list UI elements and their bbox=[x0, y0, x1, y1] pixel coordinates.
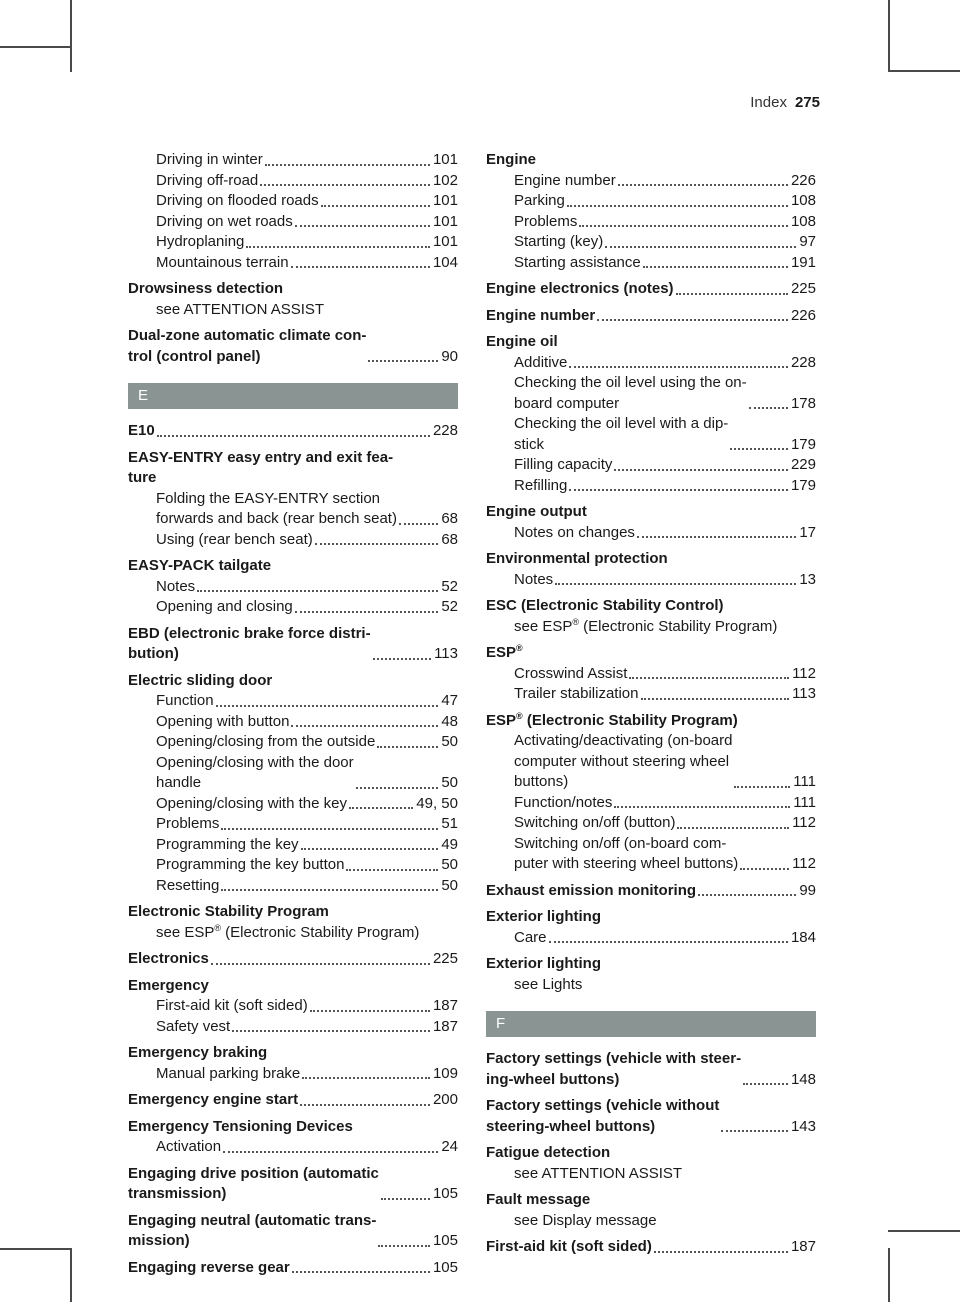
entry-page-number[interactable]: 225 bbox=[790, 280, 816, 297]
index-entry bbox=[128, 421, 458, 442]
dot-leader bbox=[749, 407, 788, 409]
entry-label: Problems bbox=[156, 815, 220, 832]
dot-leader bbox=[295, 225, 430, 227]
dot-leader bbox=[291, 266, 430, 268]
dot-leader bbox=[300, 1104, 430, 1106]
dot-leader bbox=[377, 746, 438, 748]
entry-page-number[interactable]: 90 bbox=[441, 347, 458, 365]
index-subentry bbox=[128, 509, 458, 530]
entry-label: Engine oil bbox=[486, 333, 558, 350]
entry-label: Engaging drive position (automatic transmission) bbox=[128, 1164, 379, 1202]
entry-page-number[interactable]: 52 bbox=[441, 598, 458, 615]
entry-label: Programming the key bbox=[156, 835, 299, 853]
entry-page-number[interactable]: 228 bbox=[432, 422, 458, 439]
entry-page-number[interactable]: 112 bbox=[792, 664, 816, 682]
index-entry bbox=[128, 671, 458, 692]
entry-page-number[interactable]: 48 bbox=[441, 712, 458, 730]
entry-page-number[interactable]: 187 bbox=[790, 1238, 816, 1255]
entry-label: Fatigue detection bbox=[486, 1144, 611, 1161]
index-subentry bbox=[128, 732, 458, 753]
page-number: 275 bbox=[794, 94, 820, 111]
index-letter-heading: F bbox=[486, 1011, 816, 1037]
entry-label: see Lights bbox=[514, 975, 583, 993]
crop-mark-top-right-v bbox=[888, 0, 890, 72]
index-entry bbox=[486, 549, 816, 570]
entry-page-number[interactable]: 113 bbox=[792, 685, 816, 702]
dot-leader bbox=[291, 725, 438, 727]
entry-page-number[interactable]: 68 bbox=[441, 510, 458, 527]
dot-leader bbox=[315, 543, 439, 545]
dot-leader bbox=[211, 963, 430, 965]
entry-label: ESP® (Electronic Stability Program) bbox=[486, 710, 738, 729]
dot-leader bbox=[356, 787, 439, 789]
entry-page-number[interactable]: 113 bbox=[434, 645, 458, 662]
entry-page-number[interactable]: 228 bbox=[790, 353, 816, 371]
entry-page-number[interactable]: 101 bbox=[432, 192, 458, 209]
entry-page-number[interactable]: 47 bbox=[441, 692, 458, 709]
index-subentry bbox=[486, 664, 816, 685]
entry-page-number[interactable]: 101 bbox=[432, 212, 458, 230]
index-subentry bbox=[128, 253, 458, 274]
page-header bbox=[750, 94, 820, 111]
dot-leader bbox=[629, 677, 789, 679]
entry-label: Using (rear bench seat) bbox=[156, 530, 313, 548]
entry-page-number[interactable]: 148 bbox=[790, 1070, 816, 1088]
entry-label: Folding the EASY-ENTRY section bbox=[156, 489, 381, 507]
index-entry bbox=[486, 1143, 816, 1164]
crop-mark-bottom-right-h bbox=[888, 1230, 960, 1232]
crop-mark-top-right-h bbox=[888, 70, 960, 72]
entry-page-number[interactable]: 101 bbox=[432, 233, 458, 250]
index-subentry bbox=[128, 996, 458, 1017]
entry-label: Trailer stabilization bbox=[514, 685, 639, 702]
index-subentry bbox=[486, 476, 816, 497]
index-see-reference bbox=[486, 1164, 816, 1185]
index-subentry bbox=[128, 232, 458, 253]
dot-leader bbox=[197, 590, 438, 592]
entry-label: Notes on changes bbox=[514, 523, 635, 541]
dot-leader bbox=[654, 1251, 788, 1253]
index-subentry bbox=[128, 212, 458, 233]
entry-label: forwards and back (rear bench seat) bbox=[156, 510, 397, 527]
entry-label: Exterior lighting bbox=[486, 908, 602, 925]
entry-page-number[interactable]: 105 bbox=[432, 1185, 458, 1202]
entry-label: Driving on wet roads bbox=[156, 212, 293, 230]
entry-page-number[interactable]: 226 bbox=[790, 306, 816, 324]
index-entry bbox=[486, 643, 816, 664]
entry-label: Electronic Stability Program bbox=[128, 903, 329, 920]
entry-label: First-aid kit (soft sided) bbox=[156, 997, 308, 1014]
index-entry bbox=[486, 881, 816, 902]
entry-label: Care bbox=[514, 928, 547, 946]
index-entry bbox=[486, 1049, 816, 1090]
index-see-reference bbox=[486, 1211, 816, 1232]
entry-label: Engaging neutral (automatic trans- mission) bbox=[128, 1211, 377, 1249]
entry-page-number[interactable]: 229 bbox=[790, 456, 816, 473]
entry-label: Opening with button bbox=[156, 712, 290, 730]
entry-label: Exhaust emission monitoring bbox=[486, 881, 697, 899]
entry-label: Exterior lighting bbox=[486, 955, 602, 972]
entry-page-number[interactable]: 50 bbox=[441, 856, 458, 873]
crop-mark-bottom-right-v bbox=[888, 1248, 890, 1302]
dot-leader bbox=[579, 225, 788, 227]
entry-label: Switching on/off (on-board com- puter with steering wheel buttons) bbox=[514, 834, 739, 872]
entry-page-number[interactable]: 200 bbox=[432, 1091, 458, 1108]
entry-label: EBD (electronic brake force distri- bution) bbox=[128, 624, 371, 662]
entry-page-number[interactable]: 143 bbox=[790, 1117, 816, 1135]
index-entry bbox=[128, 279, 458, 300]
index-entry bbox=[486, 150, 816, 171]
entry-label: Safety vest bbox=[156, 1017, 231, 1035]
entry-label: Starting (key) bbox=[514, 233, 604, 250]
crop-mark-bottom-left-v bbox=[70, 1248, 72, 1302]
dot-leader bbox=[378, 1245, 430, 1247]
entry-label: Notes bbox=[514, 570, 554, 588]
dot-leader bbox=[223, 1151, 438, 1153]
entry-label: Refilling bbox=[514, 476, 568, 494]
entry-page-number[interactable]: 226 bbox=[790, 171, 816, 189]
index-subentry bbox=[128, 794, 458, 815]
dot-leader bbox=[302, 1077, 430, 1079]
index-entry bbox=[486, 306, 816, 327]
index-subentry bbox=[128, 814, 458, 835]
index-entry bbox=[128, 1117, 458, 1138]
index-subentry bbox=[128, 577, 458, 598]
entry-label: see ESP® (Electronic Stability Program) bbox=[514, 616, 778, 635]
entry-page-number[interactable]: 49, 50 bbox=[416, 794, 458, 812]
dot-leader bbox=[292, 1271, 430, 1273]
dot-leader bbox=[567, 205, 788, 207]
entry-label: Dual-zone automatic climate con- trol (control panel) bbox=[128, 327, 367, 365]
entry-label: Function bbox=[156, 692, 214, 709]
crop-mark-top-left-v bbox=[70, 0, 72, 72]
dot-leader bbox=[677, 827, 789, 829]
dot-leader bbox=[734, 786, 790, 788]
index-subentry bbox=[486, 523, 816, 544]
index-entry bbox=[128, 1164, 458, 1205]
entry-page-number[interactable]: 52 bbox=[441, 577, 458, 595]
entry-page-number[interactable]: 112 bbox=[792, 855, 816, 872]
dot-leader bbox=[743, 1083, 788, 1085]
index-subentry bbox=[486, 793, 816, 814]
entry-page-number[interactable]: 112 bbox=[792, 814, 816, 831]
dot-leader bbox=[549, 941, 788, 943]
entry-label: Driving in winter bbox=[156, 151, 263, 168]
index-entry bbox=[128, 556, 458, 577]
entry-label: Switching on/off (button) bbox=[514, 814, 676, 831]
entry-label: First-aid kit (soft sided) bbox=[486, 1238, 652, 1255]
index-entry bbox=[128, 1090, 458, 1111]
dot-leader bbox=[232, 1030, 430, 1032]
dot-leader bbox=[605, 246, 796, 248]
entry-page-number[interactable]: 68 bbox=[441, 530, 458, 548]
entry-page-number[interactable]: 97 bbox=[799, 233, 816, 250]
entry-label: Activation bbox=[156, 1138, 222, 1155]
entry-label: Engine number bbox=[514, 171, 616, 189]
dot-leader bbox=[730, 448, 788, 450]
entry-label: Driving off-road bbox=[156, 171, 259, 189]
index-subentry bbox=[486, 455, 816, 476]
dot-leader bbox=[349, 807, 413, 809]
entry-label: EASY-PACK tailgate bbox=[128, 557, 272, 574]
entry-page-number[interactable]: 191 bbox=[790, 253, 816, 271]
entry-label: Filling capacity bbox=[514, 456, 613, 473]
dot-leader bbox=[597, 319, 788, 321]
dot-leader bbox=[157, 435, 430, 437]
dot-leader bbox=[373, 658, 432, 660]
crop-mark-bottom-left-h bbox=[0, 1248, 72, 1250]
index-see-reference bbox=[486, 617, 816, 638]
index-entry bbox=[128, 949, 458, 970]
entry-page-number[interactable]: 178 bbox=[790, 394, 816, 412]
entry-page-number[interactable]: 179 bbox=[790, 435, 816, 453]
entry-label: Drowsiness detection bbox=[128, 280, 284, 297]
index-entry bbox=[128, 1043, 458, 1064]
index-entry bbox=[128, 448, 458, 489]
entry-page-number[interactable]: 51 bbox=[441, 815, 458, 832]
dot-leader bbox=[216, 705, 439, 707]
index-entry bbox=[486, 711, 816, 732]
index-subentry bbox=[128, 171, 458, 192]
index-subentry bbox=[486, 373, 816, 414]
index-see-reference bbox=[128, 923, 458, 944]
entry-page-number[interactable]: 225 bbox=[432, 950, 458, 967]
index-subentry bbox=[128, 1064, 458, 1085]
dot-leader bbox=[614, 806, 790, 808]
entry-label: Starting assistance bbox=[514, 253, 641, 271]
entry-label: Checking the oil level with a dip- stick bbox=[514, 415, 729, 453]
entry-label: Emergency bbox=[128, 976, 209, 994]
dot-leader bbox=[721, 1130, 788, 1132]
entry-label: Notes bbox=[156, 577, 196, 595]
index-column-left bbox=[128, 150, 458, 1278]
entry-label: E10 bbox=[128, 422, 155, 439]
entry-label: Emergency Tensioning Devices bbox=[128, 1117, 353, 1135]
entry-label: EASY-ENTRY easy entry and exit fea- ture bbox=[128, 448, 394, 486]
index-subentry bbox=[486, 232, 816, 253]
index-subentry bbox=[486, 212, 816, 233]
dot-leader bbox=[368, 360, 438, 362]
index-entry bbox=[486, 332, 816, 353]
index-subentry bbox=[486, 684, 816, 705]
index-entry bbox=[128, 326, 458, 367]
entry-page-number[interactable]: 50 bbox=[441, 774, 458, 791]
index-letter-heading: E bbox=[128, 383, 458, 409]
index-subentry bbox=[128, 191, 458, 212]
index-subentry bbox=[128, 835, 458, 856]
index-subentry bbox=[128, 597, 458, 618]
entry-page-number[interactable]: 187 bbox=[432, 1017, 458, 1035]
dot-leader bbox=[265, 164, 430, 166]
entry-label: Engine bbox=[486, 151, 537, 168]
index-subentry bbox=[486, 834, 816, 875]
dot-leader bbox=[301, 848, 439, 850]
entry-label: Factory settings (vehicle with steer- ing-wheel buttons) bbox=[486, 1050, 742, 1088]
index-subentry bbox=[486, 813, 816, 834]
index-subentry bbox=[128, 530, 458, 551]
index-entry bbox=[128, 624, 458, 665]
dot-leader bbox=[221, 889, 438, 891]
entry-label: Engaging reverse gear bbox=[128, 1258, 290, 1276]
entry-page-number[interactable]: 179 bbox=[790, 476, 816, 494]
dot-leader bbox=[381, 1198, 430, 1200]
index-see-reference bbox=[128, 300, 458, 321]
index-subentry bbox=[128, 876, 458, 897]
entry-label: ESP® bbox=[486, 643, 523, 661]
entry-page-number[interactable]: 49 bbox=[441, 835, 458, 853]
index-entry bbox=[128, 1211, 458, 1252]
entry-page-number[interactable]: 99 bbox=[799, 881, 816, 899]
entry-page-number[interactable]: 50 bbox=[441, 876, 458, 894]
dot-leader bbox=[676, 293, 788, 295]
dot-leader bbox=[641, 698, 790, 700]
index-subentry bbox=[486, 353, 816, 374]
entry-label: Electric sliding door bbox=[128, 671, 273, 689]
entry-label: Fault message bbox=[486, 1191, 591, 1208]
index-subentry bbox=[486, 570, 816, 591]
dot-leader bbox=[698, 894, 796, 896]
dot-leader bbox=[555, 583, 796, 585]
dot-leader bbox=[221, 828, 438, 830]
entry-page-number[interactable]: 50 bbox=[441, 733, 458, 750]
entry-label: Engine electronics (notes) bbox=[486, 280, 674, 297]
entry-page-number[interactable]: 111 bbox=[793, 793, 816, 811]
dot-leader bbox=[614, 469, 788, 471]
index-entry bbox=[486, 907, 816, 928]
index-subentry bbox=[128, 691, 458, 712]
entry-label: Factory settings (vehicle without steering-wheel buttons) bbox=[486, 1097, 720, 1135]
entry-label: see ATTENTION ASSIST bbox=[156, 300, 325, 318]
entry-label: Driving on flooded roads bbox=[156, 192, 319, 209]
entry-label: see Display message bbox=[514, 1211, 657, 1229]
entry-page-number[interactable]: 17 bbox=[799, 523, 816, 541]
entry-label: Manual parking brake bbox=[156, 1064, 301, 1082]
entry-label: ESC (Electronic Stability Control) bbox=[486, 597, 724, 614]
index-entry bbox=[486, 596, 816, 617]
index-subentry bbox=[128, 489, 458, 510]
index-entry bbox=[486, 954, 816, 975]
index-subentry bbox=[128, 150, 458, 171]
section-title: Index bbox=[750, 94, 787, 111]
index-see-reference bbox=[486, 975, 816, 996]
index-subentry bbox=[128, 753, 458, 794]
index-subentry bbox=[486, 731, 816, 793]
entry-page-number[interactable]: 108 bbox=[790, 192, 816, 209]
entry-page-number[interactable]: 102 bbox=[432, 171, 458, 189]
entry-page-number[interactable]: 108 bbox=[790, 212, 816, 230]
entry-page-number[interactable]: 184 bbox=[790, 928, 816, 946]
index-subentry bbox=[486, 191, 816, 212]
index-subentry bbox=[128, 1137, 458, 1158]
entry-label: Environmental protection bbox=[486, 550, 668, 567]
entry-page-number[interactable]: 111 bbox=[793, 773, 816, 790]
dot-leader bbox=[643, 266, 788, 268]
entry-page-number[interactable]: 13 bbox=[799, 570, 816, 588]
index-subentry bbox=[486, 253, 816, 274]
index-subentry bbox=[128, 855, 458, 876]
entry-label: Resetting bbox=[156, 876, 220, 894]
index-entry bbox=[128, 976, 458, 997]
entry-label: Opening/closing with the door handle bbox=[156, 753, 354, 791]
entry-label: Problems bbox=[514, 212, 578, 230]
entry-label: Emergency engine start bbox=[128, 1091, 299, 1108]
crop-mark-top-left-h bbox=[0, 46, 72, 48]
entry-label: Mountainous terrain bbox=[156, 253, 289, 271]
dot-leader bbox=[569, 366, 788, 368]
entry-page-number[interactable]: 104 bbox=[432, 253, 458, 271]
index-column-right bbox=[486, 150, 816, 1258]
dot-leader bbox=[260, 184, 430, 186]
index-entry bbox=[486, 279, 816, 300]
index-entry bbox=[486, 502, 816, 523]
entry-label: Crosswind Assist bbox=[514, 664, 628, 682]
dot-leader bbox=[246, 246, 430, 248]
entry-label: Activating/deactivating (on-board computer without steering wheel buttons) bbox=[514, 732, 733, 790]
index-subentry bbox=[128, 712, 458, 733]
index-subentry bbox=[486, 414, 816, 455]
entry-page-number[interactable]: 187 bbox=[432, 997, 458, 1014]
entry-label: Engine number bbox=[486, 306, 596, 324]
index-subentry bbox=[486, 171, 816, 192]
entry-label: Additive bbox=[514, 353, 568, 371]
entry-label: see ATTENTION ASSIST bbox=[514, 1164, 683, 1182]
entry-page-number[interactable]: 24 bbox=[441, 1138, 458, 1155]
index-entry bbox=[128, 1258, 458, 1279]
entry-page-number[interactable]: 105 bbox=[432, 1232, 458, 1249]
dot-leader bbox=[399, 523, 438, 525]
entry-label: Function/notes bbox=[514, 793, 613, 811]
index-entry bbox=[486, 1096, 816, 1137]
entry-label: Parking bbox=[514, 192, 565, 209]
index-entry bbox=[486, 1237, 816, 1258]
entry-page-number[interactable]: 109 bbox=[432, 1064, 458, 1082]
entry-label: Electronics bbox=[128, 950, 209, 967]
entry-page-number[interactable]: 101 bbox=[432, 151, 458, 168]
dot-leader bbox=[346, 869, 438, 871]
dot-leader bbox=[321, 205, 430, 207]
dot-leader bbox=[637, 536, 796, 538]
dot-leader bbox=[310, 1010, 430, 1012]
entry-label: Opening and closing bbox=[156, 598, 293, 615]
dot-leader bbox=[295, 611, 439, 613]
entry-label: Emergency braking bbox=[128, 1044, 268, 1061]
dot-leader bbox=[569, 489, 788, 491]
index-entry bbox=[486, 1190, 816, 1211]
index-entry bbox=[128, 902, 458, 923]
index-subentry bbox=[486, 928, 816, 949]
entry-page-number[interactable]: 105 bbox=[432, 1258, 458, 1276]
entry-label: Programming the key button bbox=[156, 856, 345, 873]
index-subentry bbox=[128, 1017, 458, 1038]
dot-leader bbox=[618, 184, 788, 186]
entry-label: Opening/closing from the outside bbox=[156, 733, 376, 750]
dot-leader bbox=[740, 868, 789, 870]
entry-label: Checking the oil level using the on- board computer bbox=[514, 374, 747, 412]
entry-label: Hydroplaning bbox=[156, 233, 245, 250]
entry-label: Engine output bbox=[486, 503, 587, 520]
entry-label: Opening/closing with the key bbox=[156, 794, 347, 812]
entry-label: see ESP® (Electronic Stability Program) bbox=[156, 922, 420, 941]
